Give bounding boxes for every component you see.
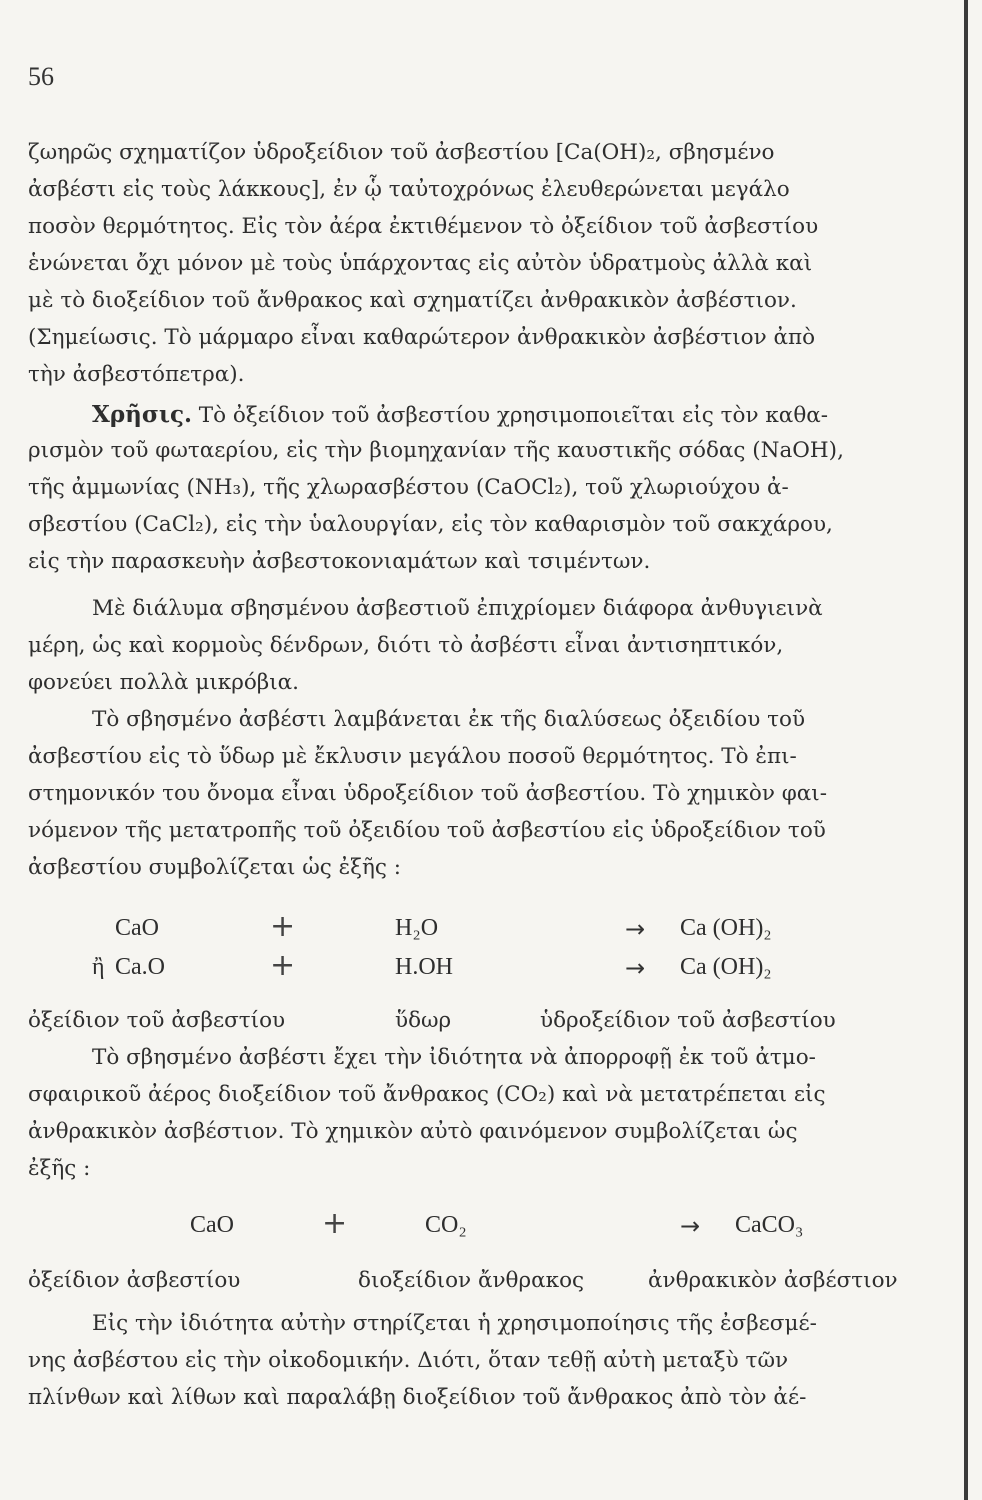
text-line: Μὲ διάλυμα σβησμένου ἀσβεστιοῦ ἐπιχρίομεν διάφορα ἀνθυγιεινὰ	[92, 596, 823, 621]
text-line: μὲ τὸ διοξείδιον τοῦ ἄνθρακος καὶ σχηματίζει ἀνθρακικὸν ἀσβέστιον.	[28, 288, 797, 313]
text-line: Τὸ σβησμένο ἀσβέστι ἔχει τὴν ἰδιότητα νὰ ἀπορροφῇ ἐκ τοῦ ἀτμο-	[92, 1045, 816, 1070]
text-line: ζωηρῶς σχηματίζον ὑδροξείδιον τοῦ ἀσβεστίου [Ca(OH)₂, σβησμένο	[28, 140, 775, 165]
text-line: ἀσβεστίου συμβολίζεται ὡς ἐξῆς :	[28, 855, 402, 880]
eq1-reactant-b: H₂O	[395, 915, 439, 941]
section-heading: Χρῆσις.	[92, 401, 192, 428]
plus-sign: +	[270, 948, 296, 983]
text-line: τῆς ἀμμωνίας (NH₃), τῆς χλωρασβέστου (CaOCl₂), τοῦ χλωριούχου ἀ-	[28, 475, 789, 500]
arrow-icon: →	[680, 1212, 701, 1240]
eq1-label-b: ὕδωρ	[395, 1008, 452, 1033]
text-line: ἑνώνεται ὄχι μόνον μὲ τοὺς ὑπάρχοντας εἰς αὐτὸν ὑδρατμοὺς ἀλλὰ καὶ	[28, 251, 813, 276]
eq2-product: CaCO₃	[735, 1212, 804, 1238]
text-line: εἰς τὴν παρασκευὴν ἀσβεστοκονιαμάτων καὶ τσιμέντων.	[28, 549, 651, 574]
text-line: ρισμὸν τοῦ φωταερίου, εἰς τὴν βιομηχανίαν τῆς καυστικῆς σόδας (NaOH),	[28, 438, 844, 463]
eq1-alt-prefix: ἢ	[92, 954, 105, 980]
eq1-label-a: ὀξείδιον τοῦ ἀσβεστίου	[28, 1008, 286, 1033]
plus-sign: +	[322, 1206, 348, 1241]
text-line: τὴν ἀσβεστόπετρα).	[28, 362, 245, 387]
eq1-alt-product: Ca (OH)₂	[680, 954, 772, 980]
eq2-label-a: ὀξείδιον ἀσβεστίου	[28, 1268, 241, 1293]
text-line: σφαιρικοῦ ἀέρος διοξείδιον τοῦ ἄνθρακος (CO₂) καὶ νὰ μετατρέπεται εἰς	[28, 1082, 826, 1107]
text-line: (Σημείωσις. Τὸ μάρμαρο εἶναι καθαρώτερον ἀνθρακικὸν ἀσβέστιον ἀπὸ	[28, 325, 816, 350]
text-line: Τὸ σβησμένο ἀσβέστι λαμβάνεται ἐκ τῆς διαλύσεως ὀξειδίου τοῦ	[92, 707, 806, 732]
eq1-product: Ca (OH)₂	[680, 915, 772, 941]
text-line: πλίνθων καὶ λίθων καὶ παραλάβῃ διοξείδιον τοῦ ἄνθρακος ἀπὸ τὸν ἀέ-	[28, 1385, 807, 1410]
text-line: ἀνθρακικὸν ἀσβέστιον. Τὸ χημικὸν αὐτὸ φαινόμενον συμβολίζεται ὡς	[28, 1119, 798, 1144]
eq2-label-c: ἀνθρακικὸν ἀσβέστιον	[648, 1268, 898, 1293]
eq2-reactant-b: CO₂	[425, 1212, 467, 1238]
arrow-icon: →	[625, 915, 646, 943]
text-line: στημονικόν του ὄνομα εἶναι ὑδροξείδιον τοῦ ἀσβεστίου. Τὸ χημικὸν φαι-	[28, 781, 828, 806]
arrow-icon: →	[625, 954, 646, 982]
text-line: ἐξῆς :	[28, 1156, 91, 1181]
eq1-alt-reactant-a: Ca.O	[115, 954, 165, 980]
eq2-reactant-a: CaO	[190, 1212, 234, 1238]
text-line: νης ἀσβέστου εἰς τὴν οἰκοδομικήν. Διότι, ὅταν τεθῇ αὐτὴ μεταξὺ τῶν	[28, 1348, 789, 1373]
text-line: μέρη, ὡς καὶ κορμοὺς δένδρων, διότι τὸ ἀσβέστι εἶναι ἀντισηπτικόν,	[28, 633, 784, 658]
eq1-reactant-a: CaO	[115, 915, 159, 941]
text-line: σβεστίου (CaCl₂), εἰς τὴν ὑαλουργίαν, εἰς τὸν καθαρισμὸν τοῦ σακχάρου,	[28, 512, 833, 537]
page-edge-shadow	[964, 0, 968, 1500]
text-line-with-heading	[92, 401, 828, 428]
eq1-label-c: ὑδροξείδιον τοῦ ἀσβεστίου	[540, 1008, 836, 1033]
plus-sign: +	[270, 909, 296, 944]
text-line: ἀσβέστι εἰς τοὺς λάκκους], ἐν ᾧ ταὐτοχρόνως ἐλευθερώνεται μεγάλο	[28, 177, 790, 202]
eq1-alt-reactant-b: H.OH	[395, 954, 453, 980]
text-line: Εἰς τὴν ἰδιότητα αὐτὴν στηρίζεται ἡ χρησιμοποίησις τῆς ἐσβεσμέ-	[92, 1311, 817, 1336]
text-line: ἀσβεστίου εἰς τὸ ὕδωρ μὲ ἔκλυσιν μεγάλου ποσοῦ θερμότητος. Τὸ ἐπι-	[28, 744, 797, 769]
text-line: φονεύει πολλὰ μικρόβια.	[28, 670, 299, 695]
page-number: 56	[28, 62, 54, 91]
text-line: ποσὸν θερμότητος. Εἰς τὸν ἀέρα ἐκτιθέμενον τὸ ὀξείδιον τοῦ ἀσβεστίου	[28, 214, 819, 239]
text-line: Τὸ ὀξείδιον τοῦ ἀσβεστίου χρησιμοποιεῖται εἰς τὸν καθα-	[191, 403, 829, 428]
text-line: νόμενον τῆς μετατροπῆς τοῦ ὀξειδίου τοῦ ἀσβεστίου εἰς ὑδροξείδιον τοῦ	[28, 818, 826, 843]
eq2-label-b: διοξείδιον ἄνθρακος	[358, 1268, 585, 1293]
